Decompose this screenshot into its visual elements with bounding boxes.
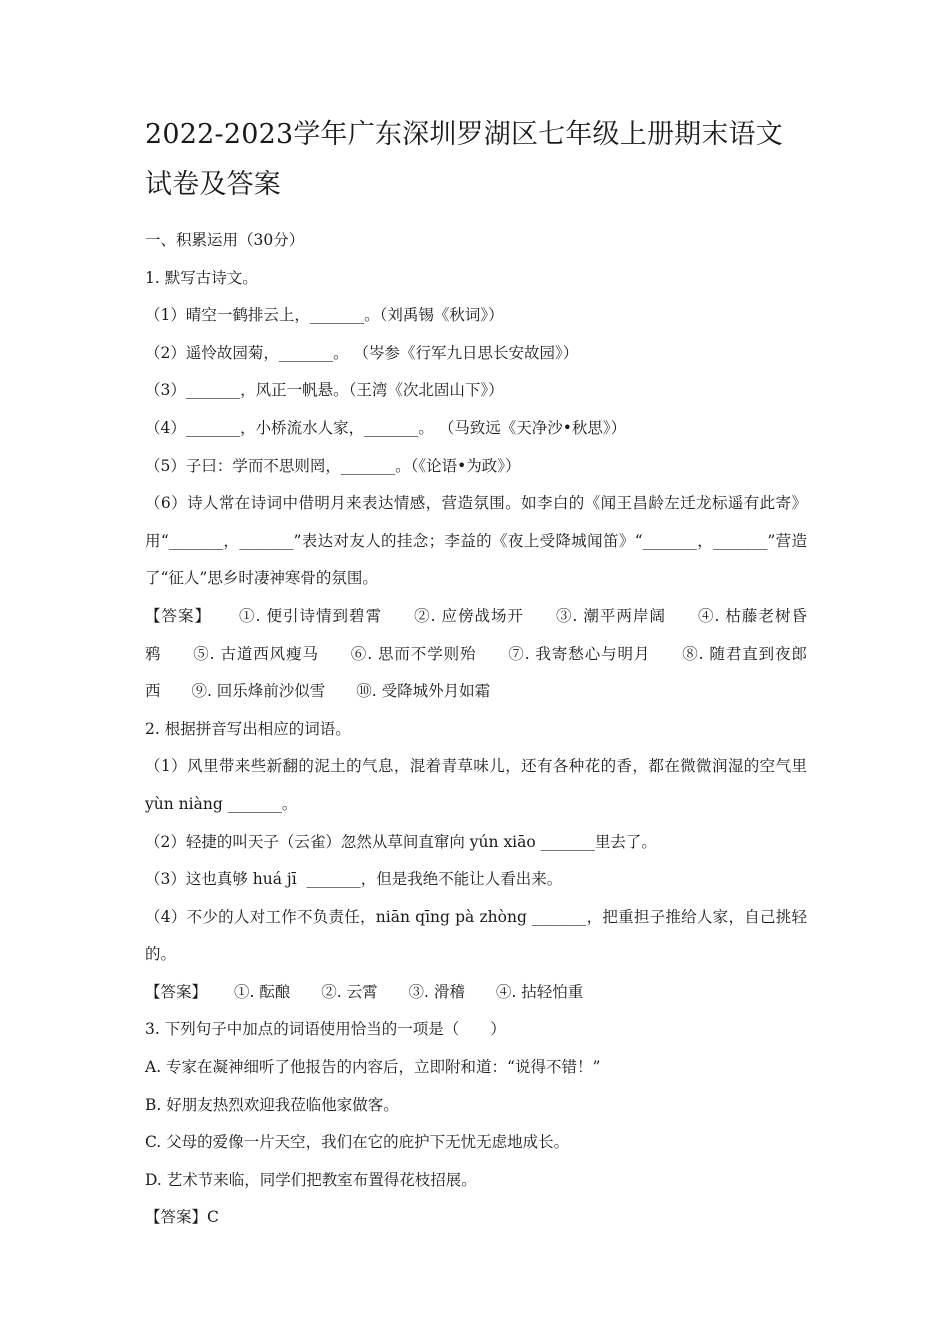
- question-3-stem: 3. 下列句子中加点的词语使用恰当的一项是（ ）: [145, 1020, 506, 1039]
- question-1-stem: 1. 默写古诗文。: [145, 268, 258, 287]
- answer-item: ⑥. 思而不学则殆: [350, 644, 477, 663]
- question-3-option-b: B. 好朋友热烈欢迎我莅临他家做客。: [145, 1095, 399, 1114]
- answer-item: ②. 应傍战场开: [414, 606, 525, 625]
- question-1-item-4: （4）_______，小桥流水人家，_______。 （马致远《天净沙•秋思》）: [145, 418, 627, 437]
- answer-item: ③. 滑稽: [408, 982, 465, 1001]
- question-2-item-1: （1）风里带来些新翻的泥土的气息，混着青草味儿，还有各种花的香，都在微微润湿的空气里 yùn niàng _______。: [145, 757, 807, 813]
- question-2-item-3: （3）这也真够 huá jī _______，但是我绝不能让人看出来。: [145, 870, 563, 889]
- answer-item: ①. 酝酿: [233, 982, 291, 1001]
- answer-item: ⑤. 古道西风瘦马: [193, 644, 319, 663]
- answer-item: ⑧. 随君直到夜郎西: [145, 644, 807, 701]
- answer-item: ③. 潮平两岸阔: [556, 606, 667, 625]
- section-heading: 一、积累运用（30分）: [145, 231, 305, 249]
- question-3-option-d: D. 艺术节来临，同学们把教室布置得花枝招展。: [145, 1170, 477, 1189]
- answer-item: ②. 云霄: [321, 982, 378, 1001]
- question-1-item-1: （1）晴空一鹤排云上，_______。（刘禹锡《秋词》）: [145, 306, 504, 325]
- question-1-answer: [145, 598, 807, 711]
- answer-item: ④. 拈轻怕重: [495, 982, 584, 1001]
- question-1-item-6: （6）诗人常在诗词中借明月来表达情感，营造氛围。如李白的《闻王昌龄左迁龙标遥有此寄》用“_______，_______”表达对友人的挂念；李益的《夜上受降城闻笛》“_______，_______”营造了“征人”思乡时凄神寒骨的氛围。: [145, 494, 807, 588]
- answer-item: ⑩. 受降城外月如霜: [356, 682, 491, 701]
- document-page: [145, 110, 807, 1237]
- answer-item: ⑨. 回乐烽前沙似雪: [191, 682, 326, 701]
- question-2-stem: 2. 根据拼音写出相应的词语。: [145, 719, 351, 738]
- question-2-item-4: （4）不少的人对工作不负责任，niān qīng pà zhòng _______，把重担子推给人家，自己挑轻的。: [145, 907, 807, 964]
- question-2-item-2: （2）轻捷的叫天子（云雀）忽然从草间直窜向 yún xiāo _______里去了。: [145, 832, 657, 851]
- question-1-item-5: （5）子曰：学而不思则罔，_______。（《论语•为政》）: [145, 456, 521, 475]
- answer-item: ⑦. 我寄愁心与明月: [508, 644, 651, 663]
- answer-item: ④. 枯藤老树昏鸦: [145, 606, 807, 663]
- answer-label: 【答案】: [145, 982, 208, 1001]
- question-3-option-a: A. 专家在凝神细听了他报告的内容后，立即附和道：“说得不错！”: [145, 1058, 601, 1077]
- question-2-answer: [145, 974, 807, 1012]
- question-3-answer: 【答案】C: [145, 1208, 219, 1227]
- question-3-option-c: C. 父母的爱像一片天空，我们在它的庇护下无忧无虑地成长。: [145, 1133, 570, 1152]
- question-1-item-3: （3）_______，风正一帆悬。（王湾《次北固山下》）: [145, 381, 504, 400]
- answer-label: 【答案】: [145, 606, 212, 625]
- answer-item: ①. 便引诗情到碧霄: [239, 606, 383, 625]
- document-title: 2022-2023学年广东深圳罗湖区七年级上册期末语文试卷及答案: [145, 119, 783, 200]
- question-1-item-2: （2）遥怜故园菊，_______。 （岑参《行军九日思长安故园》）: [145, 343, 579, 362]
